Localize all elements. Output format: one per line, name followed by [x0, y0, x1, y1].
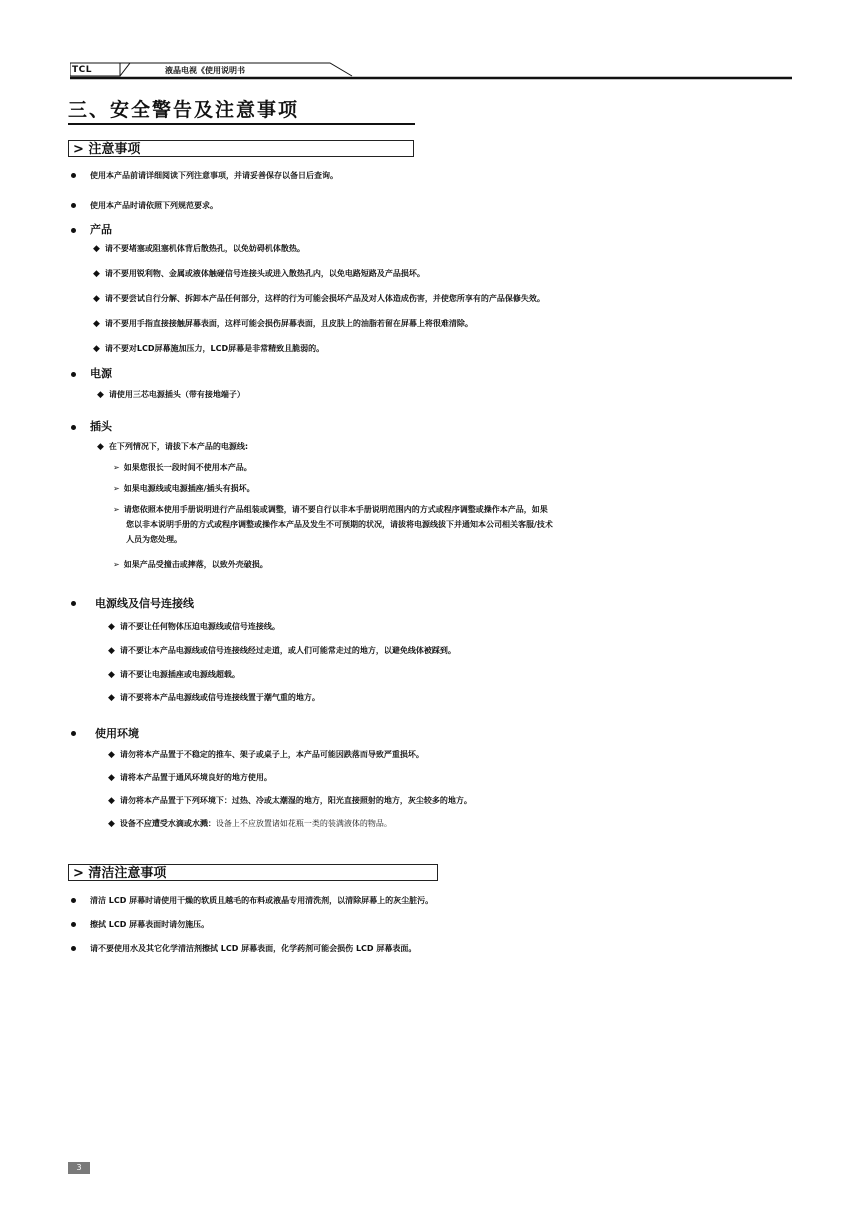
plug-lead: ◆ 在下列情况下，请拔下本产品的电源线: — [97, 442, 249, 452]
heading-power: 电源 — [90, 367, 112, 380]
heading-plug: 插头 — [90, 420, 112, 433]
product-item: ◆ 请不要用手指直接接触屏幕表面，这样可能会损伤屏幕表面，且皮肤上的油脂若留在屏幕上将很难清除。 — [93, 319, 473, 329]
diamond-icon: ◆ — [108, 693, 115, 703]
diamond-icon: ◆ — [108, 796, 115, 806]
environment-item: ◆ 请将本产品置于通风环境良好的地方使用。 — [108, 773, 272, 783]
plug-item-cont: 人员为您处理。 — [126, 535, 182, 544]
page-title: 三、安全警告及注意事项 — [68, 99, 300, 121]
environment-item: ◆ 请勿将本产品置于下列环境下：过热、冷或太潮湿的地方，阳光直接照射的地方，灰尘较多的地方。 — [108, 796, 472, 806]
diamond-icon: ◆ — [93, 344, 100, 354]
cable-item: ◆ 请不要让本产品电源线或信号连接线经过走道，或人们可能常走过的地方，以避免线体被踩到。 — [108, 646, 456, 656]
bullet-icon — [71, 203, 76, 208]
environment-item: ◆ 请勿将本产品置于不稳定的推车、架子或桌子上，本产品可能因跌落而导致严重损坏。 — [108, 750, 424, 760]
product-item: ◆ 请不要用锐利物、金属或液体触碰信号连接头或进入散热孔内，以免电路短路及产品损坏。 — [93, 269, 425, 279]
environment-item: ◆ 设备不应遭受水滴或水溅：设备上不应放置诸如花瓶一类的装满液体的物品。 — [108, 819, 392, 829]
tcl-logo: TCL — [72, 65, 92, 75]
plug-item-cont: 您以非本说明手册的方式或程序调整或操作本产品及发生不可预期的状况，请拔将电源线拔下并通知本公司相关客服/技术 — [126, 520, 553, 529]
intro-line-1: 使用本产品前请详细阅读下列注意事项，并请妥善保存以备日后查询。 — [90, 171, 338, 180]
diamond-icon: ◆ — [97, 390, 104, 400]
diamond-icon: ◆ — [108, 646, 115, 656]
diamond-icon: ◆ — [93, 269, 100, 279]
cable-item: ◆ 请不要让电源插座或电源线超载。 — [108, 670, 240, 680]
cleaning-item: 擦拭 LCD 屏幕表面时请勿施压。 — [90, 920, 210, 929]
bullet-icon — [71, 173, 76, 178]
bullet-icon — [71, 922, 76, 927]
page-number: 3 — [68, 1162, 90, 1174]
product-item: ◆ 请不要尝试自行分解、拆卸本产品任何部分，这样的行为可能会损坏产品及对人体造成伤害，并使您所享有的产品保修失效。 — [93, 294, 545, 304]
title-underline — [68, 123, 415, 125]
intro-line-2: 使用本产品时请依照下列规范要求。 — [90, 201, 218, 210]
bullet-icon — [71, 228, 76, 233]
diamond-icon: ◆ — [108, 670, 115, 680]
diamond-icon: ◆ — [108, 622, 115, 632]
cleaning-item: 请不要使用水及其它化学清洁剂擦拭 LCD 屏幕表面，化学药剂可能会损伤 LCD 屏幕表面。 — [90, 944, 417, 953]
diamond-icon: ◆ — [93, 319, 100, 329]
heading-product: 产品 — [90, 223, 112, 236]
bullet-icon — [71, 372, 76, 377]
diamond-icon: ◆ — [108, 750, 115, 760]
plug-item: ➢ 如果您很长一段时间不使用本产品。 — [113, 463, 252, 472]
plug-item: ➢ 如果产品受撞击或摔落，以致外壳破损。 — [113, 560, 268, 569]
bullet-icon — [71, 898, 76, 903]
section-box-cleaning: > 清洁注意事项 — [68, 864, 438, 881]
arrow-icon: ➢ — [113, 505, 120, 514]
heading-environment: 使用环境 — [95, 727, 139, 740]
diamond-icon: ◆ — [93, 294, 100, 304]
page-header — [70, 62, 792, 80]
bullet-icon — [71, 731, 76, 736]
arrow-icon: ➢ — [113, 484, 120, 493]
diamond-icon: ◆ — [108, 773, 115, 783]
cable-item: ◆ 请不要将本产品电源线或信号连接线置于潮气重的地方。 — [108, 693, 320, 703]
bullet-icon — [71, 946, 76, 951]
cleaning-item: 清洁 LCD 屏幕时请使用干燥的软质且越毛的布料或液晶专用清洗剂，以清除屏幕上的灰尘脏污。 — [90, 896, 434, 905]
product-item: ◆ 请不要对LCD屏幕施加压力，LCD屏幕是非常精致且脆弱的。 — [93, 344, 325, 354]
product-item: ◆ 请不要堵塞或阻塞机体背后散热孔，以免妨碍机体散热。 — [93, 244, 305, 254]
diamond-icon: ◆ — [93, 244, 100, 254]
heading-cable: 电源线及信号连接线 — [95, 597, 194, 610]
bullet-icon — [71, 425, 76, 430]
diamond-icon: ◆ — [97, 442, 104, 452]
bullet-icon — [71, 601, 76, 606]
diamond-icon: ◆ — [108, 819, 115, 829]
power-item: ◆ 请使用三芯电源插头（带有接地端子） — [97, 390, 245, 400]
header-title: 液晶电视《使用说明书 — [165, 66, 245, 75]
plug-item: ➢ 请您依照本使用手册说明进行产品组装或调整，请不要自行以非本手册说明范围内的方式或程序调整或操作本产品，如果 — [113, 505, 548, 514]
cable-item: ◆ 请不要让任何物体压迫电源线或信号连接线。 — [108, 622, 280, 632]
section-box-notice: > 注意事项 — [68, 140, 414, 157]
arrow-icon: ➢ — [113, 463, 120, 472]
arrow-icon: ➢ — [113, 560, 120, 569]
plug-item: ➢ 如果电源线或电源插座/插头有损坏。 — [113, 484, 255, 493]
